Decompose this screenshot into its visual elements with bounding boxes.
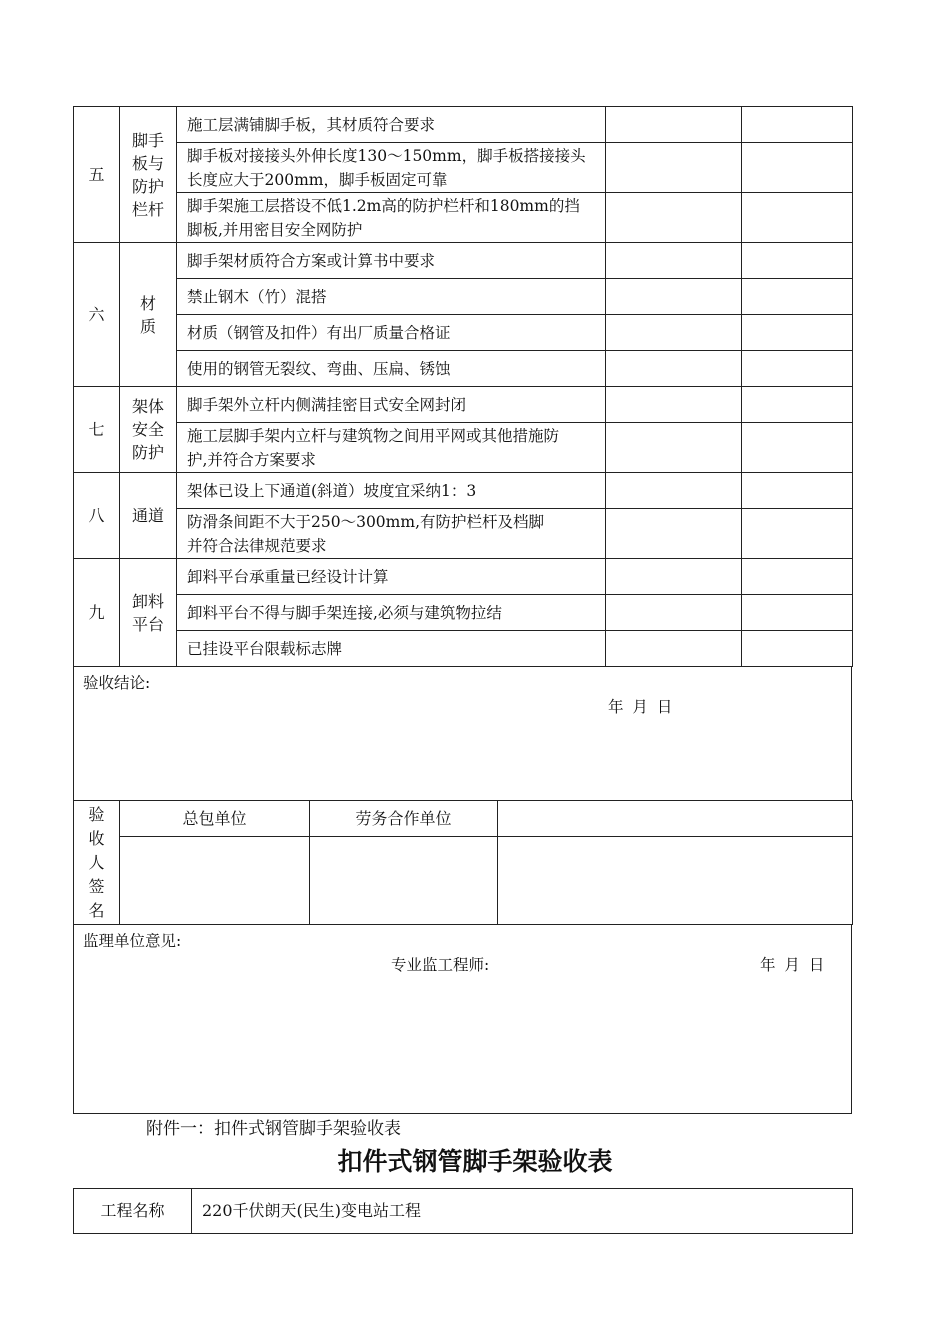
signature-label-char: 收 xyxy=(88,828,105,848)
check-item-line: 脚手架施工层搭设不低1.2m高的防护栏杆和180mm的挡 xyxy=(187,196,580,215)
check-item xyxy=(177,423,606,473)
general-contractor-sign[interactable] xyxy=(120,837,310,925)
labor-partner-header: 劳务合作单位 xyxy=(310,801,498,837)
check-item-line: 卸料平台承重量已经设计计算 xyxy=(187,567,389,586)
category-line: 板与 xyxy=(131,153,164,173)
remark-cell[interactable] xyxy=(742,509,853,559)
remark-cell[interactable] xyxy=(742,631,853,667)
labor-partner-sign[interactable] xyxy=(310,837,498,925)
section-number: 九 xyxy=(74,559,120,667)
check-item-line: 架体已设上下通道(斜道）坡度宜采纳1：3 xyxy=(187,481,477,500)
check-item-line: 并符合法律规范要求 xyxy=(187,536,327,555)
supervision-date: 年 月 日 xyxy=(760,956,827,974)
check-item xyxy=(177,595,606,631)
result-cell[interactable] xyxy=(606,509,742,559)
check-item xyxy=(177,387,606,423)
result-cell[interactable] xyxy=(606,595,742,631)
check-item xyxy=(177,107,606,143)
signature-label-char: 人 xyxy=(88,852,105,872)
remark-cell[interactable] xyxy=(742,315,853,351)
check-item xyxy=(177,279,606,315)
conclusion-label: 验收结论: xyxy=(83,674,151,692)
remark-cell[interactable] xyxy=(742,279,853,315)
general-contractor-header: 总包单位 xyxy=(120,801,310,837)
remark-cell[interactable] xyxy=(742,243,853,279)
section-number: 七 xyxy=(74,387,120,473)
supervision-engineer: 专业监工程师: xyxy=(391,956,490,974)
remark-cell[interactable] xyxy=(742,107,853,143)
other-sign[interactable] xyxy=(498,837,853,925)
category-line: 安全 xyxy=(131,420,164,439)
check-item-line: 脚手板对接接头外伸长度130～150mm，脚手板搭接接头 xyxy=(187,146,586,165)
section-number: 五 xyxy=(74,107,120,243)
check-item-line: 脚手架外立杆内侧满挂密目式安全网封闭 xyxy=(187,395,467,414)
section-number: 六 xyxy=(74,243,120,387)
section-category xyxy=(120,473,177,559)
signature-label-char: 验 xyxy=(88,804,105,824)
check-item xyxy=(177,193,606,243)
category-line: 防护 xyxy=(131,176,164,196)
check-item-line: 已挂设平台限载标志牌 xyxy=(187,639,343,658)
supervision-label: 监理单位意见: xyxy=(83,932,182,950)
signature-table xyxy=(73,800,853,925)
category-line: 平台 xyxy=(131,614,164,634)
check-item-line: 卸料平台不得与脚手架连接,必须与建筑物拉结 xyxy=(187,603,502,622)
signature-blank-header xyxy=(498,801,853,837)
result-cell[interactable] xyxy=(606,559,742,595)
remark-cell[interactable] xyxy=(742,595,853,631)
category-line: 脚手 xyxy=(131,130,164,150)
section-category xyxy=(120,243,177,387)
section-number: 八 xyxy=(74,473,120,559)
section-category xyxy=(120,387,177,473)
remark-cell[interactable] xyxy=(742,473,853,509)
check-item-line: 护,并符合方案要求 xyxy=(187,450,316,469)
category-line: 防护 xyxy=(131,443,164,462)
remark-cell[interactable] xyxy=(742,193,853,243)
conclusion-box xyxy=(73,667,852,801)
signature-label-char: 签 xyxy=(88,876,105,896)
signature-label-char: 名 xyxy=(88,900,105,920)
section-category xyxy=(120,559,177,667)
inspection-table xyxy=(73,106,853,667)
check-item xyxy=(177,509,606,559)
remark-cell[interactable] xyxy=(742,143,853,193)
project-name-label: 工程名称 xyxy=(74,1189,192,1234)
category-line: 栏杆 xyxy=(131,199,164,219)
supervision-box xyxy=(73,925,852,1114)
result-cell[interactable] xyxy=(606,387,742,423)
attachment-caption: 附件一：扣件式钢管脚手架验收表 xyxy=(146,1119,401,1139)
check-item-line: 脚板,并用密目安全网防护 xyxy=(187,220,363,239)
check-item-line: 使用的钢管无裂纹、弯曲、压扁、锈蚀 xyxy=(187,359,451,378)
remark-cell[interactable] xyxy=(742,423,853,473)
check-item xyxy=(177,143,606,193)
result-cell[interactable] xyxy=(606,143,742,193)
result-cell[interactable] xyxy=(606,351,742,387)
check-item xyxy=(177,315,606,351)
check-item-line: 禁止钢木（竹）混搭 xyxy=(187,287,327,306)
check-item-line: 施工层脚手架内立杆与建筑物之间用平网或其他措施防 xyxy=(187,426,560,445)
check-item-line: 长度应大于200mm，脚手板固定可靠 xyxy=(187,170,448,189)
result-cell[interactable] xyxy=(606,631,742,667)
result-cell[interactable] xyxy=(606,107,742,143)
check-item-line: 施工层满铺脚手板，其材质符合要求 xyxy=(187,115,436,134)
project-name-value: 220千伏朗天(民生)变电站工程 xyxy=(192,1189,853,1234)
category-line: 架体 xyxy=(131,397,164,416)
remark-cell[interactable] xyxy=(742,559,853,595)
conclusion-date: 年 月 日 xyxy=(608,698,675,716)
check-item xyxy=(177,559,606,595)
check-item-line: 防滑条间距不大于250～300mm,有防护栏杆及档脚 xyxy=(187,512,544,531)
category-line: 材 xyxy=(139,293,156,313)
page-title: 扣件式钢管脚手架验收表 xyxy=(337,1147,613,1176)
category-line: 质 xyxy=(139,316,156,336)
result-cell[interactable] xyxy=(606,193,742,243)
section-category xyxy=(120,107,177,243)
result-cell[interactable] xyxy=(606,473,742,509)
category-line: 通道 xyxy=(131,506,164,525)
check-item xyxy=(177,243,606,279)
signature-label xyxy=(74,801,120,925)
project-table xyxy=(73,1188,853,1234)
result-cell[interactable] xyxy=(606,315,742,351)
result-cell[interactable] xyxy=(606,279,742,315)
result-cell[interactable] xyxy=(606,423,742,473)
check-item-line: 材质（钢管及扣件）有出厂质量合格证 xyxy=(187,323,451,342)
remark-cell[interactable] xyxy=(742,351,853,387)
check-item xyxy=(177,631,606,667)
result-cell[interactable] xyxy=(606,243,742,279)
check-item xyxy=(177,473,606,509)
category-line: 卸料 xyxy=(131,591,164,611)
remark-cell[interactable] xyxy=(742,387,853,423)
check-item xyxy=(177,351,606,387)
check-item-line: 脚手架材质符合方案或计算书中要求 xyxy=(187,251,436,270)
